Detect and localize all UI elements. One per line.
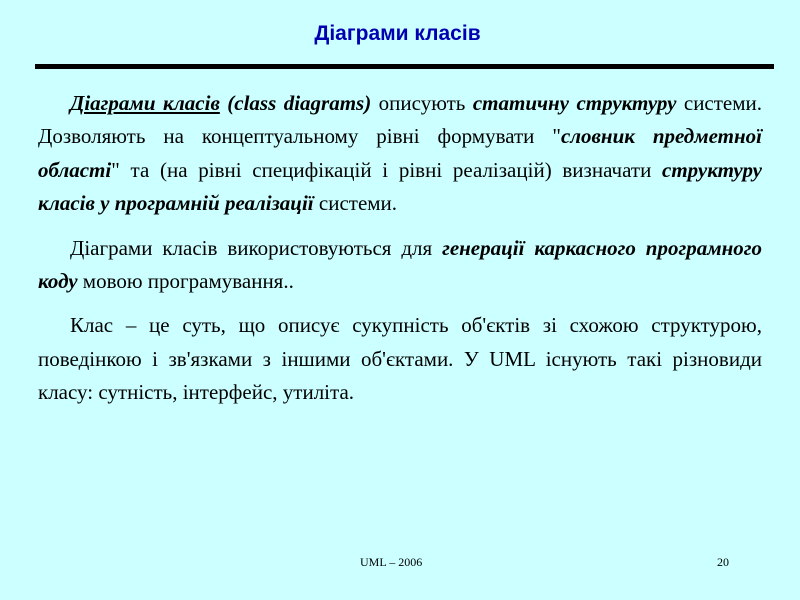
text-run: мовою програмування.. xyxy=(77,269,294,294)
page-number: 20 xyxy=(717,555,729,569)
term-code-generation: генерації каркасного програмного коду xyxy=(38,235,762,294)
text-run: системи. xyxy=(313,191,398,216)
text-run: " та (на рівні специфікацій і рівні реалізацій) визначати xyxy=(111,157,663,182)
text-run: системи. Дозволяють на концептуальному рівні формувати " xyxy=(38,91,763,149)
paragraph-code-generation xyxy=(38,232,762,299)
title-divider xyxy=(35,64,774,69)
text-run: Діаграми класів використовуються для xyxy=(70,235,443,260)
term-domain-vocabulary: словник предметної області xyxy=(38,124,762,182)
paragraph-class-definition: Клас – це суть, що описує сукупність об'єктів зі схожою структурою, поведінкою і зв'язками з іншими об'єктами. У UML існують такі різновиди класу: сутність, інтерфейс, утиліта. xyxy=(38,313,762,405)
term-class-structure: структуру класів у програмній реалізації xyxy=(38,157,762,216)
term-class-diagrams-english: (class diagrams) xyxy=(227,91,372,115)
footer-label: UML – 2006 xyxy=(360,555,423,569)
term-static-structure: статичну структуру xyxy=(472,91,677,115)
text-run: описують xyxy=(371,91,473,115)
slide-body xyxy=(38,87,762,410)
slide-title: Діаграми класів xyxy=(314,22,481,45)
term-class-diagrams: Діаграми класів xyxy=(70,91,220,115)
paragraph-class-diagrams-definition xyxy=(38,87,762,221)
